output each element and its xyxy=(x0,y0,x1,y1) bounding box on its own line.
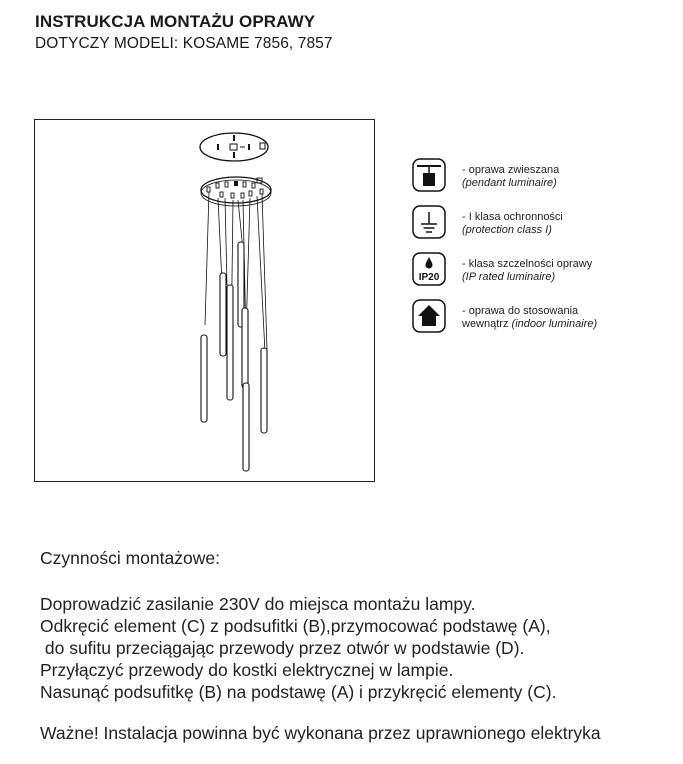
legend-item-indoor xyxy=(412,299,672,339)
suspension-cables xyxy=(205,192,267,388)
document-subtitle: DOTYCZY MODELI: KOSAME 7856, 7857 xyxy=(35,35,333,52)
document-title: INSTRUKCJA MONTAŻU OPRAWY xyxy=(35,12,316,31)
legend-item-protection-class xyxy=(412,205,672,245)
protection-class-icon xyxy=(412,205,446,239)
lamp-diagram xyxy=(35,120,376,483)
pendant-tubes xyxy=(201,242,267,471)
canopy-B xyxy=(201,177,271,206)
instruction-step: do sufitu przeciągając przewody przez otwór w podstawie (D). xyxy=(40,638,525,658)
ip20-icon xyxy=(412,252,446,286)
svg-text:IP20: IP20 xyxy=(418,272,440,283)
instructions-heading: Czynności montażowe: xyxy=(40,548,220,568)
lamp-diagram-frame xyxy=(34,119,375,482)
instruction-step: Doprowadzić zasilanie 230V do miejsca montażu lampy. xyxy=(40,594,476,614)
legend-item-ip20 xyxy=(412,252,672,292)
mounting-plate-A xyxy=(200,133,268,161)
symbol-legend xyxy=(412,158,672,348)
indoor-icon xyxy=(412,299,446,333)
pendant-icon xyxy=(412,158,446,192)
legend-item-pendant xyxy=(412,158,672,198)
legend-text-ip20: - klasa szczelności oprawy (IP rated luminaire) xyxy=(462,258,593,283)
instruction-step: Nasunąć podsufitkę (B) na podstawę (A) i przykręcić elementy (C). xyxy=(40,682,557,702)
instruction-step: Przyłączyć przewody do kostki elektrycznej w lampie. xyxy=(40,660,454,680)
legend-text-indoor: - oprawa do stosowania wewnątrz (indoor luminaire) xyxy=(462,305,598,330)
installation-warning: Ważne! Instalacja powinna być wykonana przez uprawnionego elektryka xyxy=(40,723,601,743)
instruction-step: Odkręcić element (C) z podsufitki (B),przymocować podstawę (A), xyxy=(40,616,551,636)
legend-text-pendant: - oprawa zwieszana (pendant luminaire) xyxy=(462,164,560,189)
legend-text-protection-class: - I klasa ochronności (protection class I) xyxy=(462,211,563,236)
